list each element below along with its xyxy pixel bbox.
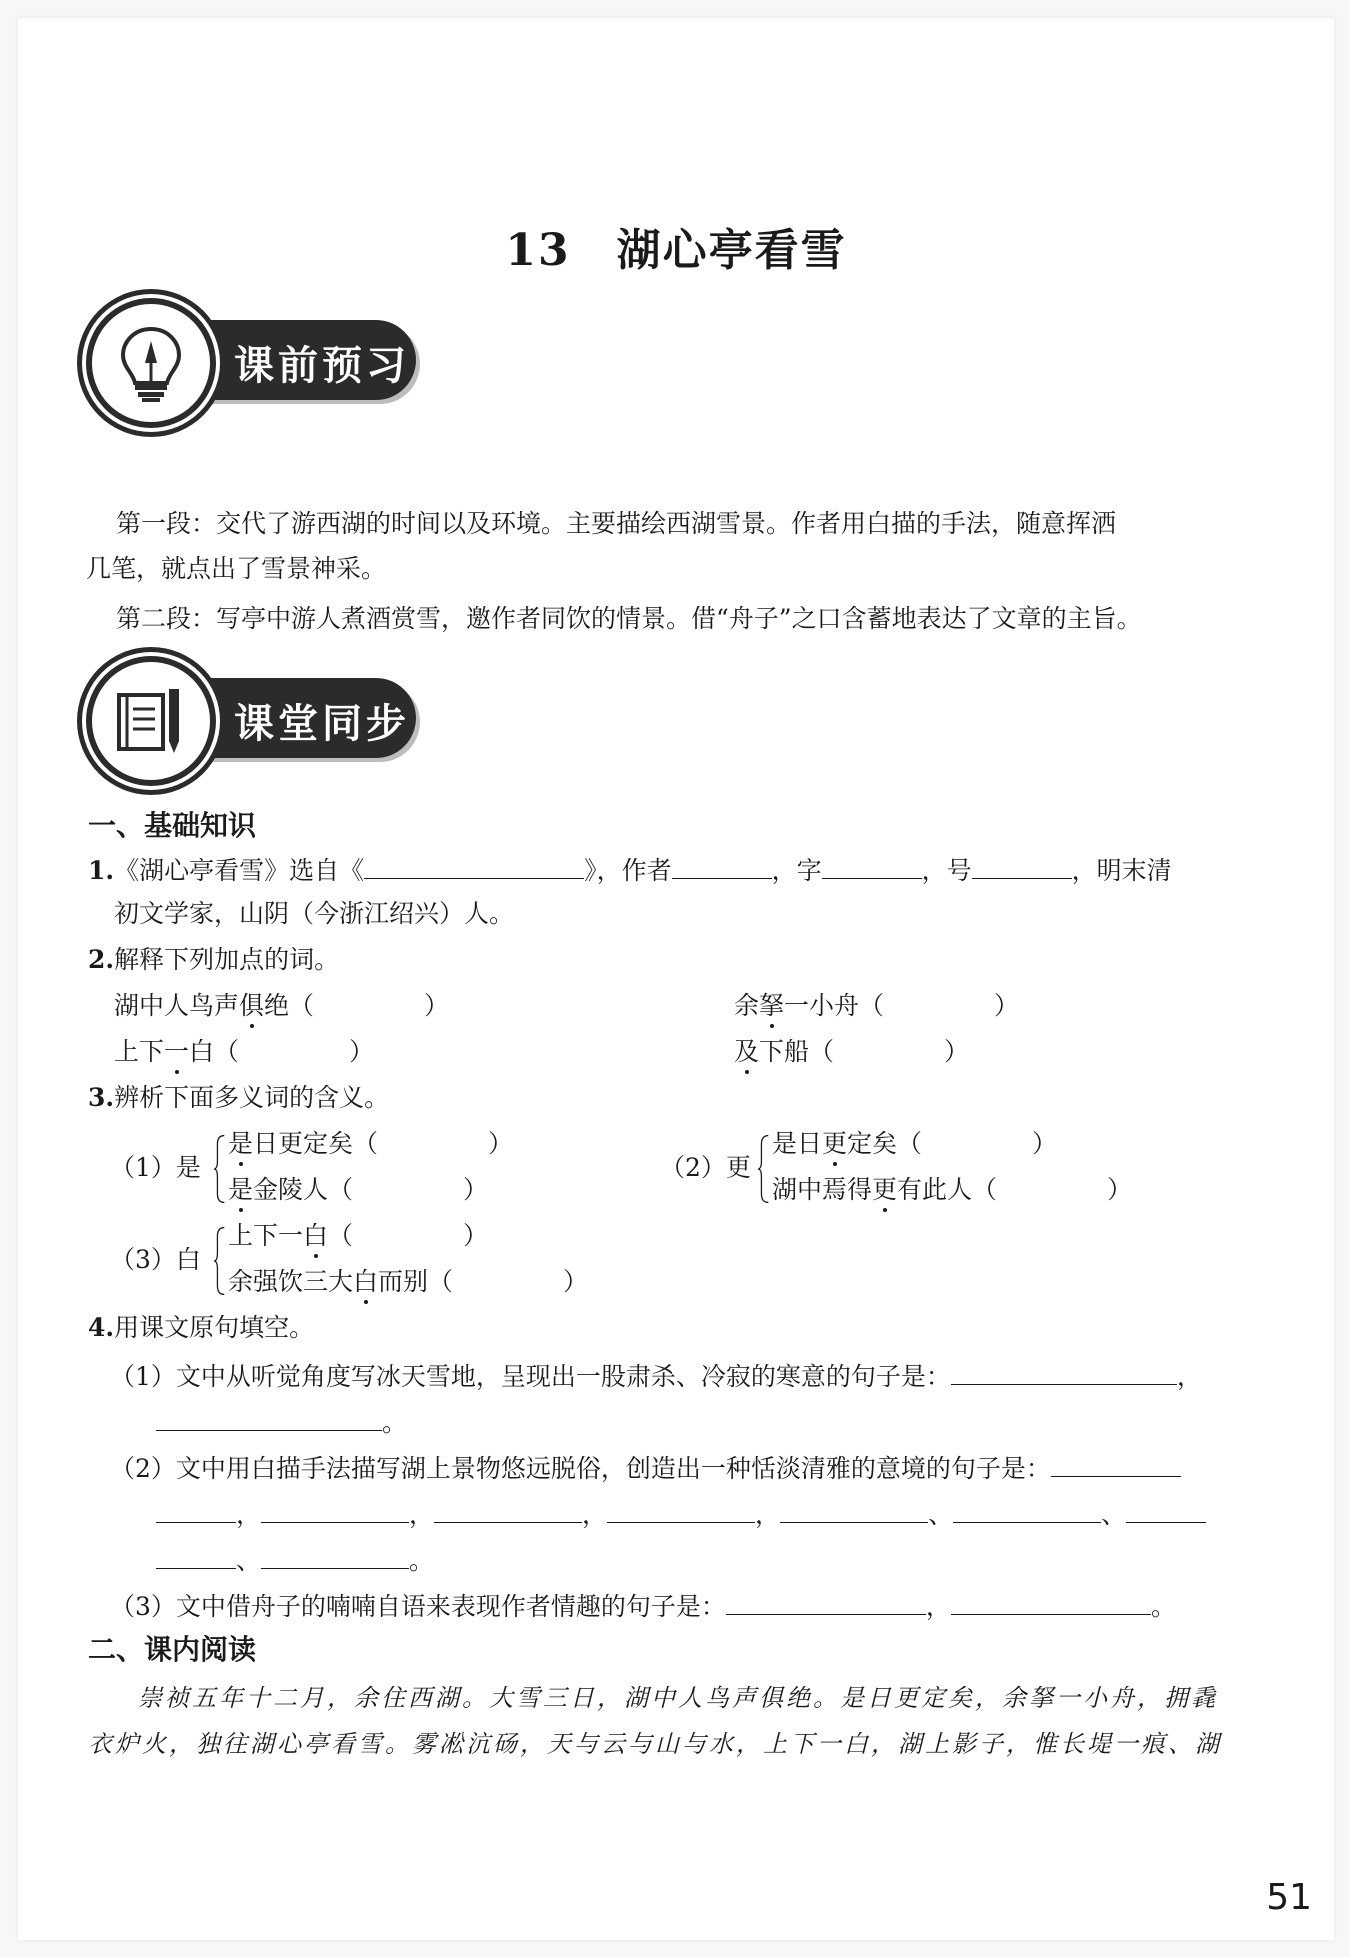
q2-heading: 2.解释下列加点的词。 [88,945,340,974]
q4-s2-blank-8[interactable] [261,1540,409,1569]
q1-hao-blank[interactable] [972,850,1072,879]
passage-line2: 衣炉火，独往湖心亭看雪。雾凇沆砀，天与云与山与水，上下一白，湖上影子，惟长堤一痕、湖 [88,1730,1222,1758]
q4-s2-blank-2[interactable] [261,1494,409,1523]
preview-banner-label: 课前预习 [234,343,410,389]
lightbulb-icon [111,323,191,403]
q4-s2: （2）文中用白描手法描写湖上景物悠远脱俗，创造出一种恬淡清雅的意境的句子是： [110,1448,1181,1487]
q4-s2-blank-1b[interactable] [156,1494,236,1523]
q1-line1: 1.《湖心亭看雪》选自《 》，作者 ，字 ，号 ，明末清 [88,850,1172,889]
q3-g3-b: 余强饮三大白而别（ ） [228,1267,589,1296]
q3-g1-b: 是金陵人（ ） [228,1175,489,1204]
q4-heading: 4.用课文原句填空。 [88,1313,315,1342]
q3-g2-b: 湖中焉得更有此人（ ） [772,1175,1133,1204]
preview-p2: 第二段：写亭中游人煮酒赏雪，邀作者同饮的情景。借“舟子”之口含蓄地表达了文章的主旨。 [116,604,1142,633]
q3-group3-label: （3）白 [110,1245,201,1274]
q4-s2-row2: ， ， ， ， 、 、 [156,1494,1206,1533]
classroom-banner [86,656,426,786]
q3-g2-a: 是日更定矣（ ） [772,1129,1058,1158]
q4-s2-blank-7b[interactable] [156,1540,236,1569]
preview-banner [86,298,426,428]
q4-s3-blank-1[interactable] [726,1586,926,1615]
q4-s3-blank-2[interactable] [951,1586,1151,1615]
q4-s2-blank-3[interactable] [434,1494,582,1523]
q4-s2-blank-5[interactable] [780,1494,928,1523]
brace-icon [214,1220,226,1302]
passage-line1: 崇祯五年十二月，余住西湖。大雪三日，湖中人鸟声俱绝。是日更定矣，余拏一小舟，拥毳 [138,1684,1218,1712]
q1-book-blank[interactable] [364,850,584,879]
q2-item-4: 及下船（ ） [734,1037,970,1066]
section2-heading: 二、课内阅读 [88,1633,257,1666]
page [18,18,1334,1940]
section1-heading: 一、基础知识 [88,809,257,842]
q2-item-3: 上下一白（ ） [114,1037,375,1066]
notebook-pencil-icon [111,681,191,761]
q4-s1-cont: 。 [156,1402,407,1441]
q4-s1-blank-1[interactable] [951,1356,1177,1385]
q4-s2-blank-4[interactable] [607,1494,755,1523]
q4-s1-blank-2[interactable] [156,1402,382,1431]
classroom-banner-label: 课堂同步 [234,701,410,747]
q3-group2-label: （2）更 [660,1153,751,1182]
q4-s3: （3）文中借舟子的喃喃自语来表现作者情趣的句子是： ， 。 [110,1586,1176,1625]
q4-s1: （1）文中从听觉角度写冰天雪地，呈现出一股肃杀、冷寂的寒意的句子是： ， [110,1356,1202,1395]
q4-s2-row3: 、 。 [156,1540,434,1579]
q2-item-2: 余拏一小舟（ ） [734,991,1020,1020]
brace-icon [758,1128,770,1210]
q3-g3-a: 上下一白（ ） [228,1221,489,1250]
preview-p1-line1: 第一段：交代了游西湖的时间以及环境。主要描绘西湖雪景。作者用白描的手法，随意挥洒 [116,509,1117,538]
q4-s2-blank-1[interactable] [1051,1448,1181,1477]
q3-heading: 3.辨析下面多义词的含义。 [88,1083,390,1112]
q2-item-1: 湖中人鸟声俱绝（ ） [114,991,450,1020]
q1-zi-blank[interactable] [822,850,922,879]
q4-s2-blank-6[interactable] [953,1494,1101,1523]
q1-author-blank[interactable] [672,850,772,879]
page-title: 13 湖心亭看雪 [505,225,847,276]
q4-s2-blank-7[interactable] [1126,1494,1206,1523]
q3-group1-label: （1）是 [110,1153,201,1182]
preview-p1-line2: 几笔，就点出了雪景神采。 [86,554,387,583]
brace-icon [214,1128,226,1210]
q3-g1-a: 是日更定矣（ ） [228,1129,514,1158]
page-number: 51 [1266,1877,1312,1918]
q1-line2: 初文学家，山阴（今浙江绍兴）人。 [114,899,515,928]
